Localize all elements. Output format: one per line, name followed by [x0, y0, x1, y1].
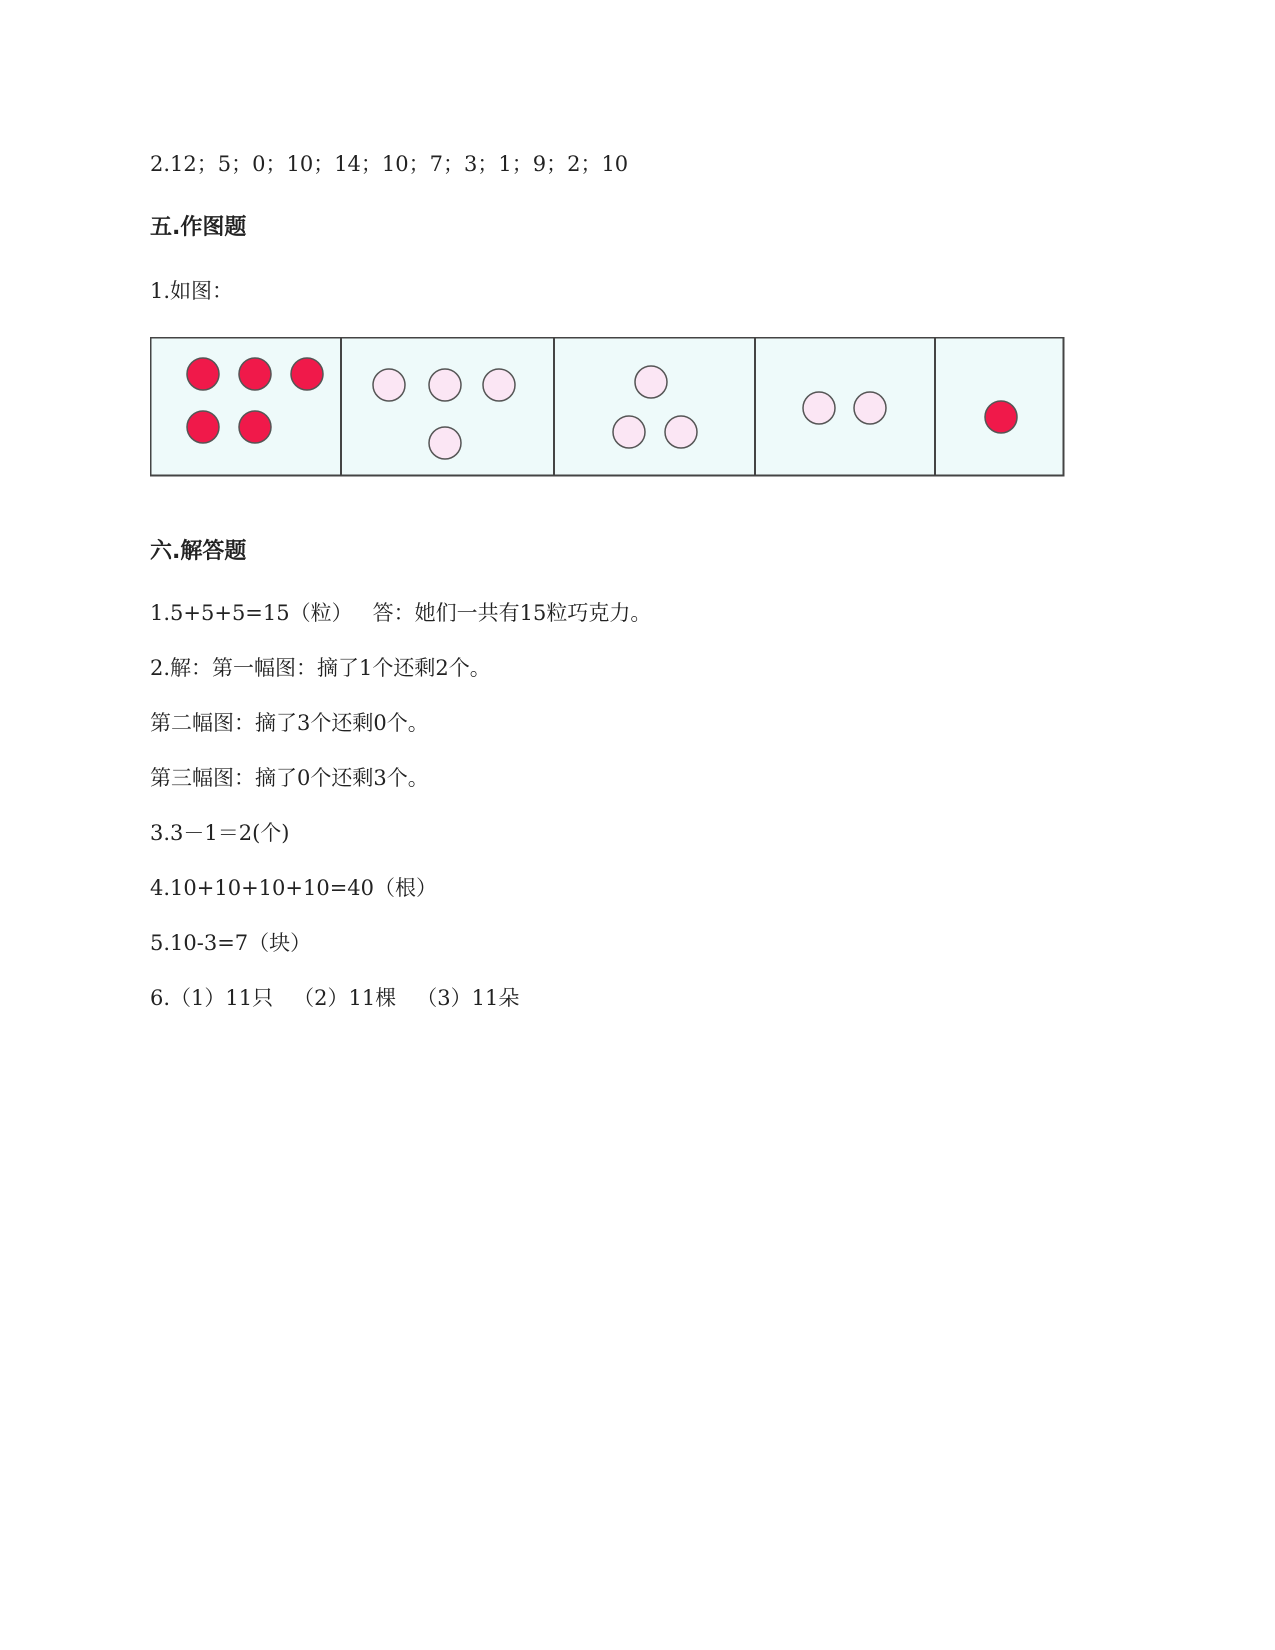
empty-circle	[483, 369, 515, 401]
filled-circle	[985, 401, 1017, 433]
empty-circle	[665, 416, 697, 448]
empty-circle	[613, 416, 645, 448]
empty-circle	[854, 392, 886, 424]
dot-count-figure	[150, 337, 1110, 482]
filled-circle	[187, 411, 219, 443]
filled-circle	[187, 358, 219, 390]
empty-circle	[373, 369, 405, 401]
answer-6-3: 3.3－1＝2(个)	[150, 821, 290, 845]
answer-6-2-part3: 第三幅图：摘了0个还剩3个。	[150, 766, 429, 790]
answer-6-2: 2.解：第一幅图：摘了1个还剩2个。	[150, 656, 491, 680]
section-5-heading: 五.作图题	[150, 215, 247, 240]
answer-5-1: 1.如图：	[150, 279, 234, 303]
answer-6-1: 1.5+5+5=15（粒） 答：她们一共有15粒巧克力。	[150, 601, 652, 625]
empty-circle	[635, 366, 667, 398]
filled-circle	[239, 358, 271, 390]
answer-6-4: 4.10+10+10+10=40（根）	[150, 876, 438, 900]
empty-circle	[429, 427, 461, 459]
section-6-heading: 六.解答题	[150, 539, 247, 564]
filled-circle	[239, 411, 271, 443]
answer-4-2: 2.12；5；0；10；14；10；7；3；1；9；2；10	[150, 152, 629, 176]
answer-6-5: 5.10-3=7（块）	[150, 931, 312, 955]
filled-circle	[291, 358, 323, 390]
figure-background	[151, 338, 1064, 476]
answer-6-6: 6.（1）11只 （2）11棵 （3）11朵	[150, 986, 520, 1010]
answer-6-2-part2: 第二幅图：摘了3个还剩0个。	[150, 711, 429, 735]
empty-circle	[803, 392, 835, 424]
empty-circle	[429, 369, 461, 401]
